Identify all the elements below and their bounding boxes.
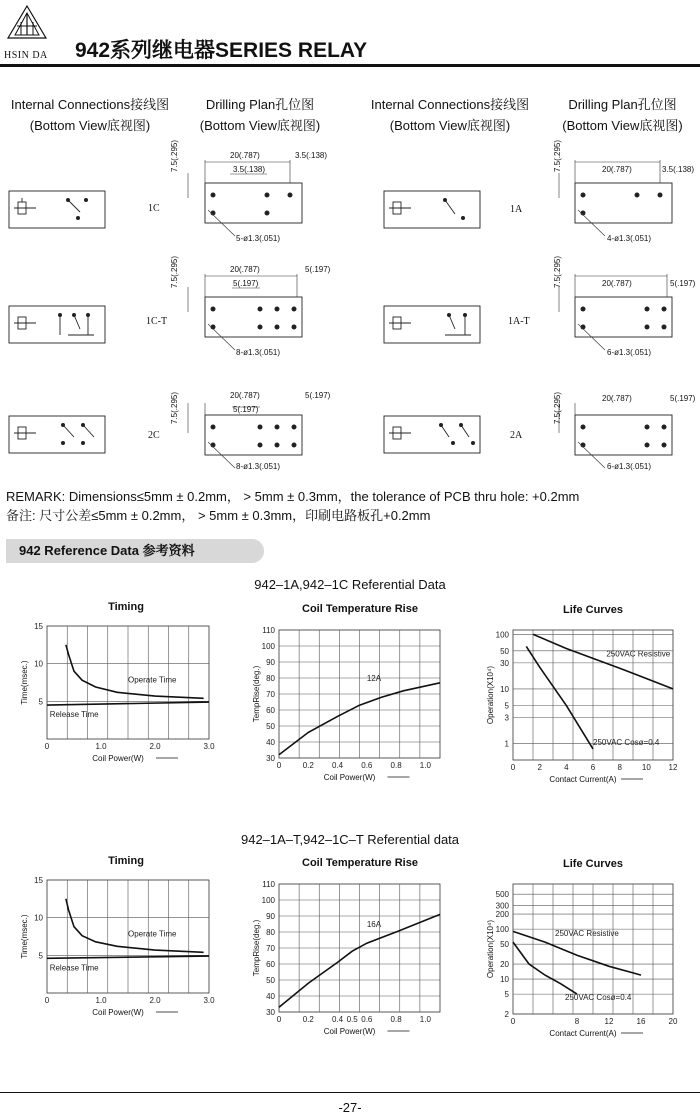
drilling-plan-heading-right: Drilling Plan孔位图 (Bottom View底视图)	[562, 97, 683, 133]
page-number: -27-	[338, 1100, 362, 1115]
internal-connection-1c	[8, 190, 108, 230]
group-title-1: 942–1A,942–1C Referential Data	[254, 577, 446, 592]
dim-1c-t-right: 5(.197)	[305, 265, 331, 274]
series-label-release-time: Release Time	[49, 710, 99, 720]
x-tick-label: 0.6	[361, 1015, 373, 1024]
dim-1a-width: 20(.787)	[602, 165, 632, 174]
y-tick-label: 70	[266, 690, 275, 699]
drilling-plan-1a-t	[555, 262, 700, 362]
y-tick-label: 300	[495, 901, 509, 911]
x-axis-label: Coil Power(W)	[92, 1008, 144, 1017]
x-axis-label: Coil Power(W)	[92, 754, 144, 763]
x-axis-label: Contact Current(A)	[549, 775, 617, 784]
y-tick-label: 100	[261, 642, 275, 651]
y-tick-label: 30	[266, 1008, 275, 1017]
chart-title-life-1: Life Curves	[563, 604, 623, 616]
x-tick-label: 0	[276, 761, 282, 770]
life-curves-chart-1	[466, 620, 700, 820]
x-tick-label: 3.0	[203, 996, 215, 1005]
remark-en: REMARK: Dimensions≤5mm ± 0.2mm， > 5mm ± 0.3mm，the tolerance of PCB thru hole: +0.2mm	[6, 489, 580, 504]
y-tick-label: 50	[500, 940, 509, 950]
internal-connections-heading-left: Internal Connections接线图 (Bottom View底视图)	[10, 97, 170, 133]
y-tick-label: 50	[266, 976, 275, 985]
x-tick-label: 1.0	[95, 742, 107, 751]
x-tick-label: 0	[276, 1015, 282, 1024]
y-tick-label: 1	[504, 739, 509, 749]
dim-1c-t-pin: 5(.197)	[233, 279, 259, 288]
x-tick-label: 8	[617, 763, 622, 772]
y-tick-label: 110	[262, 626, 275, 635]
dim-2a-height: 7.5(.295)	[553, 391, 562, 424]
internal-connection-1c-t	[8, 305, 108, 345]
y-tick-label: 10	[34, 659, 43, 669]
y-tick-label: 100	[495, 630, 509, 640]
config-label-1a: 1A	[510, 204, 523, 215]
x-tick-label: 3.0	[203, 742, 215, 751]
x-tick-label: 0.6	[361, 761, 373, 770]
series-line-250vac-cos-0-4	[526, 646, 593, 749]
y-tick-label: 90	[266, 658, 275, 667]
series-label-operate-time: Operate Time	[128, 929, 177, 939]
x-tick-label: 0.8	[390, 761, 402, 770]
page-title: 942系列继电器SERIES RELAY	[75, 39, 368, 62]
chart-title-temp-1: Coil Temperature Rise	[302, 603, 418, 615]
x-tick-label: 2.0	[149, 742, 161, 751]
x-tick-label: 0.8	[390, 1015, 402, 1024]
series-label-16a: 16A	[366, 920, 382, 930]
life-curves-chart-2	[466, 874, 700, 1074]
internal-connection-2c	[8, 415, 108, 455]
series-label-250vac-cos-0-4: 250VAC Cosø=0.4	[565, 993, 632, 1003]
dim-1c-t-width: 20(.787)	[230, 265, 260, 274]
temp-rise-chart-1	[233, 620, 466, 820]
group-title-2: 942–1A–T,942–1C–T Referential data	[240, 832, 460, 847]
y-tick-label: 70	[266, 944, 275, 953]
series-line-release-time	[47, 956, 209, 958]
x-tick-label: 2.0	[149, 996, 161, 1005]
y-tick-label: 50	[266, 722, 275, 731]
series-label-250vac-cos-0-4: 250VAC Cosø=0.4	[593, 737, 660, 747]
holes-1c-t: 8-ø1.3(.051)	[236, 348, 281, 357]
y-tick-label: 40	[266, 738, 275, 747]
y-axis-label: TempRise(deg.)	[252, 665, 261, 723]
drilling-plan-1c-t	[180, 262, 330, 362]
x-tick-label: 6	[590, 763, 596, 772]
x-tick-label: 0.4	[331, 761, 344, 770]
holes-2a: 6-ø1.3(.051)	[607, 462, 652, 471]
x-tick-label: 12	[604, 1017, 614, 1026]
internal-connection-1a	[383, 190, 483, 230]
dim-1a-right: 3.5(.138)	[662, 165, 695, 174]
x-tick-label: 1.0	[419, 761, 431, 770]
holes-2c: 8-ø1.3(.051)	[236, 462, 281, 471]
timing-chart-2	[0, 872, 233, 1072]
x-axis-label: Coil Power(W)	[323, 773, 376, 782]
y-tick-label: 500	[495, 890, 509, 900]
timing-chart-1	[0, 618, 233, 818]
y-tick-label: 30	[500, 658, 509, 668]
dim-1c-pin: 3.5(.138)	[233, 165, 266, 174]
y-axis-label: Operation(X10⁴)	[486, 665, 495, 725]
dim-1c-t-height: 7.5(.295)	[170, 255, 179, 288]
config-label-2c: 2C	[148, 430, 160, 441]
chart-title-life-2: Life Curves	[563, 858, 623, 870]
drilling-plan-1a	[555, 148, 700, 248]
dim-1a-t-width: 20(.787)	[602, 279, 632, 288]
y-tick-label: 100	[261, 896, 275, 905]
dim-2c-height: 7.5(.295)	[170, 391, 179, 424]
footer-rule	[0, 1092, 700, 1093]
dim-2a-width: 20(.787)	[602, 394, 632, 403]
series-line-250vac-resistive	[533, 634, 673, 689]
y-axis-label: Time(msec.)	[20, 914, 29, 959]
y-axis-label: Operation(X10⁴)	[486, 919, 495, 979]
series-label-release-time: Release Time	[49, 963, 99, 973]
series-line-operate-time	[66, 645, 204, 699]
y-tick-label: 200	[495, 910, 509, 920]
x-tick-label: 0.2	[302, 761, 314, 770]
dim-1a-height: 7.5(.295)	[553, 139, 562, 172]
y-tick-label: 10	[500, 975, 509, 985]
x-tick-label: 8	[574, 1017, 580, 1026]
config-label-2a: 2A	[510, 430, 523, 441]
x-tick-label: 0	[510, 1017, 516, 1026]
y-axis-label: Time(msec.)	[20, 660, 29, 705]
y-axis-label: TempRise(deg.)	[252, 919, 261, 977]
x-axis-label: Contact Current(A)	[549, 1029, 617, 1038]
logo-text: HSIN DA	[4, 50, 48, 61]
y-tick-label: 30	[266, 754, 275, 763]
y-tick-label: 5	[38, 951, 43, 961]
holes-1c: 5-ø1.3(.051)	[236, 234, 281, 243]
y-tick-label: 15	[34, 622, 43, 631]
remark	[6, 487, 696, 525]
x-tick-label: 12	[668, 763, 678, 772]
x-tick-label: 10	[641, 763, 651, 772]
y-tick-label: 40	[266, 992, 275, 1001]
y-tick-label: 10	[34, 913, 43, 923]
dim-2c-right: 5(.197)	[305, 391, 331, 400]
internal-connections-heading-right: Internal Connections接线图 (Bottom View底视图)	[370, 97, 530, 133]
y-tick-label: 80	[266, 674, 275, 683]
temp-rise-chart-2	[233, 874, 466, 1074]
x-tick-label: 0.4	[331, 1015, 344, 1024]
x-tick-label: 20	[668, 1017, 678, 1026]
x-tick-label: 0	[44, 742, 50, 751]
y-tick-label: 20	[500, 960, 509, 970]
y-tick-label: 60	[266, 706, 275, 715]
x-tick-label: 0.2	[302, 1015, 314, 1024]
chart-title-timing-2: Timing	[108, 855, 144, 867]
y-tick-label: 15	[34, 876, 43, 885]
y-tick-label: 2	[504, 1010, 509, 1019]
series-label-12a: 12A	[366, 674, 382, 684]
dim-1c-height: 7.5(.295)	[170, 139, 179, 172]
y-tick-label: 90	[266, 912, 275, 921]
internal-connection-1a-t	[383, 305, 483, 345]
y-tick-label: 50	[500, 646, 509, 656]
dim-1a-t-right: 5(.197)	[670, 279, 696, 288]
series-line-operate-time	[66, 899, 204, 953]
chart-title-temp-2: Coil Temperature Rise	[302, 857, 418, 869]
y-tick-label: 3	[504, 713, 509, 723]
dim-1c-right: 3.5(.138)	[295, 151, 328, 160]
internal-connection-2a	[383, 415, 483, 455]
header-rule	[0, 64, 700, 67]
y-tick-label: 10	[500, 684, 509, 694]
holes-1a-t: 6-ø1.3(.051)	[607, 348, 652, 357]
drilling-plan-heading-left: Drilling Plan孔位图 (Bottom View底视图)	[199, 97, 321, 133]
x-tick-label: 16	[636, 1017, 646, 1026]
series-label-250vac-resistive: 250VAC Resistive	[555, 929, 619, 939]
dim-2c-width: 20(.787)	[230, 391, 260, 400]
drilling-plan-1c	[180, 148, 330, 248]
chart-title-timing-1: Timing	[108, 601, 144, 613]
series-label-operate-time: Operate Time	[128, 675, 177, 685]
config-label-1a-t: 1A-T	[508, 316, 530, 327]
y-tick-label: 80	[266, 928, 275, 937]
x-axis-label: Coil Power(W)	[323, 1027, 376, 1036]
y-tick-label: 5	[504, 990, 509, 1000]
x-tick-label: 0	[510, 763, 516, 772]
y-tick-label: 60	[266, 960, 275, 969]
hsinda-logo-icon	[6, 4, 48, 40]
series-line-250vac-cos-0-4	[513, 942, 577, 994]
y-tick-label: 110	[262, 880, 275, 889]
y-tick-label: 100	[495, 925, 509, 935]
x-tick-label: 1.0	[419, 1015, 431, 1024]
dim-1c-width: 20(.787)	[230, 151, 260, 160]
holes-1a: 4-ø1.3(.051)	[607, 234, 652, 243]
config-label-1c-t: 1C-T	[146, 316, 168, 327]
x-tick-label: 0	[44, 996, 50, 1005]
dim-1a-t-height: 7.5(.295)	[553, 255, 562, 288]
x-tick-label: 0.5	[346, 1015, 358, 1024]
dim-2c-pin: 5(.197)	[233, 405, 259, 414]
config-label-1c: 1C	[148, 203, 160, 214]
y-tick-label: 5	[504, 701, 509, 711]
x-tick-label: 2	[537, 763, 542, 772]
series-label-250vac-resistive: 250VAC Resistive	[606, 649, 671, 659]
dim-2a-right: 5(.197)	[670, 394, 696, 403]
x-tick-label: 4	[564, 763, 569, 772]
y-tick-label: 5	[38, 697, 43, 707]
remark-cn: 备注: 尺寸公差≤5mm ± 0.2mm， > 5mm ± 0.3mm，印刷电路板孔+0.2mm	[6, 508, 431, 523]
x-tick-label: 1.0	[95, 996, 107, 1005]
reference-data-section-tab: 942 Reference Data 参考资料	[6, 539, 264, 563]
